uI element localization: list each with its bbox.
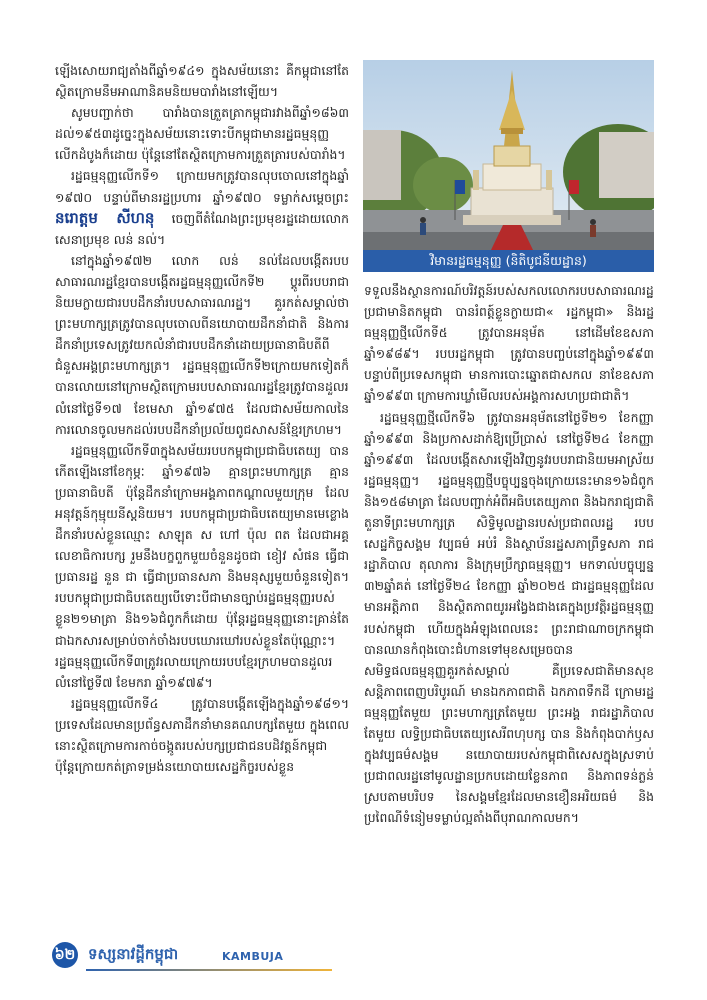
monument-photo [363, 60, 654, 250]
left-paragraph-4: នៅក្នុងឆ្នាំ១៩៧២ លោក លន់ នល់ដែលបង្កើតរបបសាធារណរដ្ឋខ្មែរបានបង្កើតរដ្ឋធម្មនុញ្ញលើកទី២ ប្តូរពីរបបរាជានិយមក្លាយជារបបដឹកនាំរបបសាធារណរដ្ឋ។ គួរកត់សម្គាល់ថាព្រះមហាក្សត្រត្រូវបានលុបចោលពីនយោបាយដឹកនាំជាតិ និងការដឹកនាំប្រទេសត្រូវយកលំនាំជារបបដឹកនាំដោយប្រធានាធិបតីពីជំនួសអង្គព្រះមហាក្សត្រ។ រដ្ឋធម្មនុញ្ញលើកទី២ក្រោយមកទៀតក៏បានលោយនៅក្រោមស្ថិតក្រោមរបបសាធារណរដ្ឋខ្មែរត្រូវបានដួលរលំនៅថ្ងៃទី១៧ ខែមេសា ឆ្នាំ១៩៧៥ ដែលជាសម័យកាលនៃការលោនចូលមកដល់របបដឹកនាំប្រល័យពូជសាសន៍ខ្មែរក្រហម។ [55, 252, 349, 437]
left-paragraph-3b: ចេញពីតំណែងព្រះប្រមុខរដ្ឋដោយលោកសេនាប្រមុខ លន់ នល់។ [55, 210, 350, 247]
left-paragraph-3a: រដ្ឋធម្មនុញ្ញលើកទី១ ក្រោយមកត្រូវបានលុបចោលនៅក្នុងឆ្នាំ ១៩៧០ បន្ទាប់ពីមានរដ្ឋប្រហារ ឆ្នាំ១៩៧០ ទម្លាក់សម្តេចព្រះ [55, 168, 349, 205]
right-column [364, 280, 654, 828]
left-column [55, 60, 349, 777]
monument-illustration [363, 60, 654, 250]
right-paragraph-2: រដ្ឋធម្មនុញ្ញថ្មីលើកទី៦ ត្រូវបានអនុម័តនៅថ្ងៃទី២១ ខែកញ្ញាឆ្នាំ១៩៩៣ និងប្រកាសដាក់ឱ្យប្រើប្រាស់ នៅថ្ងៃទី២៤ ខែកញ្ញាឆ្នាំ១៩៩៣ ដែលបង្កើតសារឡើងវិញនូវរបបរាជានិយមអាស្រ័យរដ្ឋធម្មនុញ្ញ។ រដ្ឋធម្មនុញ្ញថ្មីបច្ចុប្បន្នចុងក្រោយនេះមាន១៦ជំពូក និង១៥៨មាត្រា ដែលបញ្ជាក់អំពីអធិបតេយ្យភាព និងឯករាជ្យជាតិ តួនាទីព្រះមហាក្សត្រ សិទ្ធិមូលដ្ឋានរបស់ប្រជាពលរដ្ឋ របបសេដ្ឋកិច្ចសង្គម វប្បធម៌ អប់រំ និងស្ថាប័នរដ្ឋសភាព្រឹទ្ធសភា រាជរដ្ឋាភិបាល តុលាការ និងក្រុមប្រឹក្សាធម្មនុញ្ញ។ មកទាល់បច្ចុប្បន្ន ៣២ឆ្នាំគត់ នៅថ្ងៃទី២៤ ខែកញ្ញា ឆ្នាំ២០២៥ ជារដ្ឋធម្មនុញ្ញដែលមានអត្តិភាព និងស្ថិតភាពយូរអង្វែងជាងគេក្នុងប្រវត្តិរដ្ឋធម្មនុញ្ញរបស់កម្ពុជា ហើយក្នុងអំឡុងពេលនេះ ព្រះរាជាណាចក្រកម្ពុជាបានឈានកំពុងបោះជំហានទៅមុខសម្រេចបានសមិទ្ធផលធម្មនុញ្ញគួរកត់សម្គាល់ គឺប្រទេសជាតិមានសុខសន្តិភាពពេញបរិបូរណ៍ មានឯកភាពជាតិ ឯកភាពទឹកដី ក្រោមរដ្ឋធម្មនុញ្ញតែមួយ ព្រះមហាក្សត្រតែមួយ ព្រះអង្គ រាជរដ្ឋាភិបាលតែមួយ លទ្ធិប្រជាធិបតេយ្យសេរីពហុបក្ស បាន និងកំពុងបាក់ឫសក្នុងវប្បធម៌សង្គម នយោបាយរបស់កម្ពុជាពិសេសក្នុងស្រទាប់ប្រជាពលរដ្ឋនៅមូលដ្ឋានប្រកបដោយខ្លែនភាព និងភាពទន់ភ្លន់ ស្របតាមបរិបទ នៃសង្គមខ្មែរដែលមានខឿនអរិយធម៌ និងប្រពៃណីទំនៀមទម្លាប់ល្អតាំងពីបុរាណកាលមក។ [364, 409, 654, 826]
left-paragraph-6: រដ្ឋធម្មនុញ្ញលើកទី៤ ត្រូវបានបង្កើតឡើងក្នុងឆ្នាំ១៩៨១។ ប្រទេសដែលមានប្រព័ន្ធសភាដឹកនាំមានគណបក្សតែមួយ ក្នុងពេលនោះស្ថិតក្រោមការកាច់ចង្កូតរបស់បក្សប្រជាជនបដិវត្តន៍កម្ពុជា ប៉ុន្តែក្រោយកត់ត្រាទម្រង់នយោបាយសេដ្ឋកិច្ចរបស់ខ្លួន [55, 695, 349, 775]
left-paragraph-1: ឡើងសោយរាជ្យតាំងពីឆ្នាំ១៩៤១ ក្នុងសម័យនោះ គឺកម្ពុជានៅតែស្ថិតក្រោមនឹមអាណានិគមនិយមបារាំងនៅឡើយ។ [55, 63, 349, 100]
left-paragraph-5: រដ្ឋធម្មនុញ្ញលើកទី៣ក្នុងសម័យរបបកម្ពុជាប្រជាធិបតេយ្យ បានកើតឡើងនៅខែកុម្ភៈ ឆ្នាំ១៩៧៦ គ្មានព្រះមហាក្សត្រ គ្មានប្រធានាធិបតី ប៉ុន្តែដឹកនាំក្រោមអង្គភាពកណ្តាលមួយក្រុម ដែលអនុវត្តន៍កុម្មុយនីស្តនិយម។ របបកម្ពុជាប្រជាធិបតេយ្យមានមេខ្លោងដឹកនាំរបស់ខ្លួនឈ្មោះ សាឡុត ស ហៅ ប៉ុល ពត ដែលជាអគ្គលេខាធិការបក្ស រួមនឹងបក្ខពួកមួយចំនួនដូចជា ខៀវ សំផន ធ្វើជាប្រធានរដ្ឋ នួន ជា ធ្វើជាប្រធានសភា និងមនុស្សមួយចំនួនទៀត។ របបកម្ពុជាប្រជាធិបតេយ្យបើទោះបីជាមានច្បាប់រដ្ឋធម្មនុញ្ញរបស់ខ្លួន២១មាត្រា និង១៦ជំពូកក៏ដោយ ប៉ុន្តែរដ្ឋធម្មនុញ្ញនោះគ្រាន់តែជាឯកសារសម្រាប់ចាក់ចាំងរបបឃោរឃៅរបស់ខ្លួនតែប៉ុណ្ណោះ។ រដ្ឋធម្មនុញ្ញលើកទី៣ត្រូវរលាយក្រោយរបបខ្មែរក្រហមបានដួលរលំនៅថ្ងៃទី៧ ខែមករា ឆ្នាំ១៩៧៩។ [55, 442, 349, 690]
page-number: ៦២ [52, 942, 78, 968]
king-name: នរោត្តម សីហនុ [55, 208, 155, 227]
photo-caption: វិមានរដ្ឋធម្មនុញ្ញ (និតិបូជនីយដ្ឋាន) [363, 250, 654, 272]
page-footer [52, 942, 332, 972]
footer-rule [86, 969, 332, 971]
left-paragraph-3 [55, 165, 349, 249]
magazine-title: ទស្សនាវដ្តីកម្ពុជា [88, 945, 179, 963]
magazine-subtitle: KAMBUJA [222, 950, 284, 963]
left-paragraph-2: សូមបញ្ជាក់ថា បារាំងបានត្រួតត្រាកម្ពុជារវាងពីឆ្នាំ១៨៦៣ ដល់១៩៥៣ដូច្នេះក្នុងសម័យនោះទោះបីកម្ពុជាមានរដ្ឋធម្មនុញ្ញលើកដំបូងក៏ដោយ ប៉ុន្តែនៅតែស្ថិតក្រោមការត្រួតត្រារបស់បារាំង។ [55, 105, 349, 163]
right-paragraph-1: ទទួលនឹងស្ថានការណ៍បរិវត្តន៍របស់សកលលោករបបសាធារណរដ្ឋប្រជាមានិតកម្ពុជា បានរំពត្ត៍ខ្លួនក្លាយជា« រដ្ឋកម្ពុជា» និងរដ្ឋធម្មនុញ្ញថ្មីលើកទី៥ ត្រូវបានអនុម័ត នៅដើមខែឧសភា ឆ្នាំ១៩៨៩។ របបរដ្ឋកម្ពុជា ត្រូវបានបញ្ចប់នៅក្នុងឆ្នាំ១៩៩៣ បន្ទាប់ពីប្រទេសកម្ពុជា មានការបោះឆ្នោតជាសកល នាខែឧសភាឆ្នាំ១៩៩៣ ក្រោមការឃ្លាំមើលរបស់អង្គការសហប្រជាជាតិ។ [364, 283, 654, 404]
